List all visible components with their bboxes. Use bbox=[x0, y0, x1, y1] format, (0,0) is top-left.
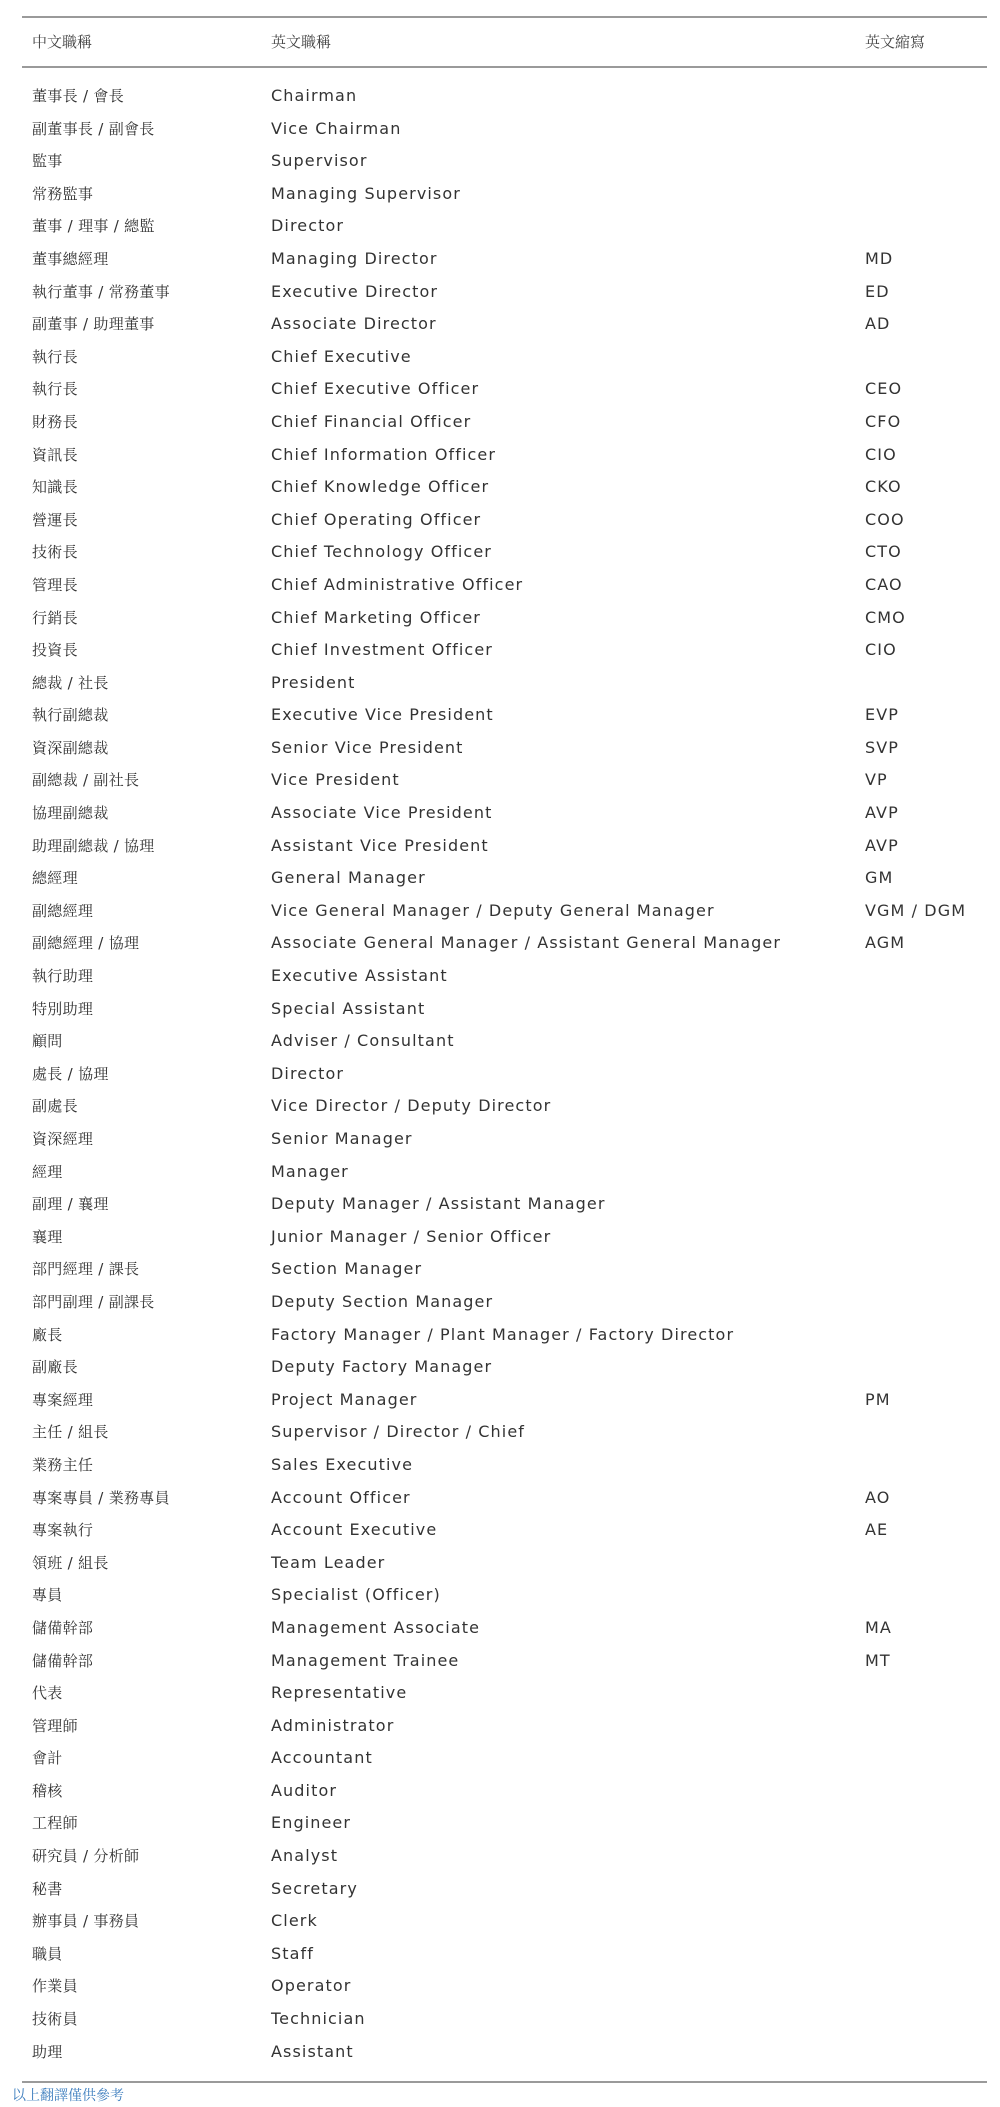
english-title-cell: Chief Operating Officer bbox=[271, 509, 482, 529]
chinese-title-cell: 研究員 / 分析師 bbox=[32, 1847, 140, 1866]
chinese-title-cell: 特別助理 bbox=[32, 999, 94, 1018]
chinese-title-cell: 作業員 bbox=[32, 1977, 78, 1996]
english-title-cell: Administrator bbox=[271, 1715, 395, 1735]
english-title-cell: Analyst bbox=[271, 1846, 339, 1866]
chinese-title-cell: 儲備幹部 bbox=[32, 1618, 94, 1637]
table-bottom-rule bbox=[22, 2081, 987, 2083]
abbreviation-cell: CTO bbox=[865, 542, 902, 562]
chinese-title-cell: 經理 bbox=[32, 1162, 63, 1181]
table-row bbox=[22, 1905, 987, 1938]
table-row bbox=[22, 341, 987, 374]
english-title-cell: Accountant bbox=[271, 1748, 373, 1768]
chinese-title-cell: 助理 bbox=[32, 2042, 63, 2061]
chinese-title-cell: 副總裁 / 副社長 bbox=[32, 771, 140, 790]
english-title-cell: Deputy Section Manager bbox=[271, 1291, 494, 1311]
english-title-cell: Executive Vice President bbox=[271, 705, 494, 725]
english-title-cell: Chief Executive bbox=[271, 346, 412, 366]
english-title-cell: Senior Vice President bbox=[271, 737, 464, 757]
english-title-cell: Supervisor / Director / Chief bbox=[271, 1422, 526, 1442]
table-row bbox=[22, 243, 987, 276]
table-row bbox=[22, 1058, 987, 1091]
chinese-title-cell: 財務長 bbox=[32, 412, 78, 431]
english-title-cell: Assistant Vice President bbox=[271, 835, 489, 855]
english-title-cell: Managing Supervisor bbox=[271, 183, 461, 203]
table-row bbox=[22, 960, 987, 993]
chinese-title-cell: 資深經理 bbox=[32, 1130, 94, 1148]
chinese-title-cell: 專員 bbox=[32, 1586, 63, 1605]
table-row bbox=[22, 1970, 987, 2003]
english-title-cell: Account Executive bbox=[271, 1520, 438, 1540]
table-row bbox=[22, 1645, 987, 1678]
english-title-cell: Vice Chairman bbox=[271, 118, 402, 138]
table-row bbox=[22, 1351, 987, 1384]
header-english-abbreviation: 英文縮寫 bbox=[865, 33, 926, 51]
english-title-cell: Chief Marketing Officer bbox=[271, 607, 481, 627]
english-title-cell: Manager bbox=[271, 1161, 349, 1181]
table-row bbox=[22, 993, 987, 1026]
table-row bbox=[22, 1188, 987, 1221]
english-title-cell: Specialist (Officer) bbox=[271, 1585, 441, 1605]
english-title-cell: Clerk bbox=[271, 1911, 318, 1931]
table-row bbox=[22, 732, 987, 765]
header-english-title: 英文職稱 bbox=[271, 33, 332, 51]
chinese-title-cell: 襄理 bbox=[32, 1227, 63, 1246]
table-row bbox=[22, 830, 987, 863]
chinese-title-cell: 領班 / 組長 bbox=[32, 1553, 109, 1572]
english-title-cell: Management Trainee bbox=[271, 1650, 460, 1670]
abbreviation-cell: AD bbox=[865, 314, 891, 334]
english-title-cell: Chief Knowledge Officer bbox=[271, 477, 490, 497]
chinese-title-cell: 執行長 bbox=[32, 380, 78, 399]
table-row bbox=[22, 634, 987, 667]
table-row bbox=[22, 1025, 987, 1058]
chinese-title-cell: 副處長 bbox=[32, 1097, 78, 1116]
table-row bbox=[22, 1873, 987, 1906]
chinese-title-cell: 助理副總裁 / 協理 bbox=[32, 836, 155, 855]
english-title-cell: Representative bbox=[271, 1683, 408, 1703]
chinese-title-cell: 副總經理 bbox=[32, 901, 94, 920]
english-title-cell: Special Assistant bbox=[271, 998, 426, 1018]
chinese-title-cell: 董事總經理 bbox=[32, 249, 109, 268]
abbreviation-cell: MT bbox=[865, 1650, 891, 1670]
chinese-title-cell: 副董事長 / 副會長 bbox=[32, 119, 155, 138]
english-title-cell: Auditor bbox=[271, 1780, 338, 1800]
abbreviation-cell: VP bbox=[865, 770, 888, 790]
table-row bbox=[22, 1775, 987, 1808]
english-title-cell: Vice President bbox=[271, 770, 400, 790]
english-title-cell: Factory Manager / Plant Manager / Factory Director bbox=[271, 1324, 735, 1344]
table-row bbox=[22, 764, 987, 797]
chinese-title-cell: 顧問 bbox=[32, 1032, 63, 1051]
table-row bbox=[22, 536, 987, 569]
english-title-cell: Senior Manager bbox=[271, 1129, 413, 1148]
chinese-title-cell: 監事 bbox=[32, 152, 63, 171]
header-chinese-title: 中文職稱 bbox=[32, 33, 93, 51]
english-title-cell: Team Leader bbox=[271, 1552, 386, 1572]
english-title-cell: Director bbox=[271, 216, 345, 236]
abbreviation-cell: MA bbox=[865, 1617, 892, 1637]
table-row bbox=[22, 1384, 987, 1417]
english-title-cell: Engineer bbox=[271, 1813, 352, 1833]
table-row bbox=[22, 895, 987, 928]
english-title-cell: Supervisor bbox=[271, 151, 368, 171]
table-row bbox=[22, 406, 987, 439]
table-row bbox=[22, 602, 987, 635]
chinese-title-cell: 會計 bbox=[32, 1749, 63, 1768]
table-row bbox=[22, 308, 987, 341]
abbreviation-cell: VGM / DGM bbox=[865, 900, 967, 920]
chinese-title-cell: 副廠長 bbox=[32, 1358, 78, 1377]
table-row bbox=[22, 1612, 987, 1645]
chinese-title-cell: 工程師 bbox=[32, 1814, 78, 1833]
table-row bbox=[22, 862, 987, 895]
chinese-title-cell: 知識長 bbox=[32, 478, 78, 497]
table-body bbox=[22, 80, 987, 2068]
table-row bbox=[22, 1807, 987, 1840]
abbreviation-cell: SVP bbox=[865, 737, 900, 757]
abbreviation-cell: CIO bbox=[865, 444, 897, 464]
english-title-cell: Technician bbox=[271, 2009, 366, 2029]
abbreviation-cell: AVP bbox=[865, 803, 899, 823]
chinese-title-cell: 投資長 bbox=[32, 641, 78, 660]
chinese-title-cell: 董事 / 理事 / 總監 bbox=[32, 217, 155, 236]
english-title-cell: Project Manager bbox=[271, 1389, 418, 1409]
english-title-cell: Associate General Manager / Assistant General Manager bbox=[271, 933, 782, 953]
chinese-title-cell: 資訊長 bbox=[32, 445, 78, 464]
english-title-cell: Junior Manager / Senior Officer bbox=[271, 1226, 552, 1246]
abbreviation-cell: CFO bbox=[865, 411, 902, 431]
english-title-cell: Associate Director bbox=[271, 314, 437, 334]
chinese-title-cell: 技術長 bbox=[32, 543, 78, 562]
english-title-cell: Associate Vice President bbox=[271, 803, 493, 823]
table-row bbox=[22, 2003, 987, 2036]
english-title-cell: Chief Technology Officer bbox=[271, 542, 492, 562]
table-row bbox=[22, 1482, 987, 1515]
chinese-title-cell: 職員 bbox=[32, 1944, 63, 1963]
table-row bbox=[22, 699, 987, 732]
english-title-cell: Chief Financial Officer bbox=[271, 411, 472, 431]
english-title-cell: General Manager bbox=[271, 868, 426, 888]
table-row bbox=[22, 145, 987, 178]
table-row bbox=[22, 1416, 987, 1449]
table-row bbox=[22, 471, 987, 504]
english-title-cell: Sales Executive bbox=[271, 1454, 414, 1474]
english-title-cell: Vice General Manager / Deputy General Manager bbox=[271, 900, 715, 920]
table-row bbox=[22, 2036, 987, 2069]
table-row bbox=[22, 1579, 987, 1612]
chinese-title-cell: 行銷長 bbox=[32, 608, 78, 627]
english-title-cell: Chief Investment Officer bbox=[271, 640, 493, 660]
chinese-title-cell: 專案專員 / 業務專員 bbox=[32, 1488, 170, 1507]
table-row bbox=[22, 373, 987, 406]
table-row bbox=[22, 927, 987, 960]
english-title-cell: Assistant bbox=[271, 2041, 354, 2061]
table-row bbox=[22, 1156, 987, 1189]
english-title-cell: Executive Director bbox=[271, 281, 439, 301]
table-row bbox=[22, 1514, 987, 1547]
english-title-cell: Chief Administrative Officer bbox=[271, 574, 524, 594]
chinese-title-cell: 業務主任 bbox=[32, 1455, 94, 1474]
chinese-title-cell: 董事長 / 會長 bbox=[32, 87, 124, 105]
english-title-cell: Chairman bbox=[271, 86, 358, 105]
table-row bbox=[22, 1547, 987, 1580]
table-row bbox=[22, 1319, 987, 1352]
table-row bbox=[22, 276, 987, 309]
table-row bbox=[22, 1449, 987, 1482]
english-title-cell: Adviser / Consultant bbox=[271, 1031, 455, 1051]
abbreviation-cell: AO bbox=[865, 1487, 891, 1507]
chinese-title-cell: 執行董事 / 常務董事 bbox=[32, 282, 170, 301]
chinese-title-cell: 管理師 bbox=[32, 1716, 78, 1735]
table-row bbox=[22, 1221, 987, 1254]
english-title-cell: Executive Assistant bbox=[271, 966, 448, 986]
footer-note-link[interactable]: 以上翻譯僅供參考 bbox=[12, 2088, 124, 2104]
chinese-title-cell: 部門副理 / 副課長 bbox=[32, 1292, 155, 1311]
english-title-cell: Section Manager bbox=[271, 1259, 423, 1279]
chinese-title-cell: 代表 bbox=[32, 1684, 63, 1703]
english-title-cell: Deputy Factory Manager bbox=[271, 1357, 493, 1377]
chinese-title-cell: 廠長 bbox=[32, 1325, 63, 1344]
abbreviation-cell: PM bbox=[865, 1389, 891, 1409]
chinese-title-cell: 總裁 / 社長 bbox=[32, 673, 109, 692]
table-row bbox=[22, 569, 987, 602]
table-row bbox=[22, 210, 987, 243]
english-title-cell: Deputy Manager / Assistant Manager bbox=[271, 1194, 606, 1214]
abbreviation-cell: AVP bbox=[865, 835, 899, 855]
abbreviation-cell: CAO bbox=[865, 574, 903, 594]
abbreviation-cell: CEO bbox=[865, 379, 903, 399]
chinese-title-cell: 執行副總裁 bbox=[32, 706, 109, 725]
abbreviation-cell: CKO bbox=[865, 477, 902, 497]
abbreviation-cell: CIO bbox=[865, 640, 897, 660]
chinese-title-cell: 儲備幹部 bbox=[32, 1651, 94, 1670]
chinese-title-cell: 專案執行 bbox=[32, 1521, 94, 1540]
english-title-cell: President bbox=[271, 672, 356, 692]
chinese-title-cell: 秘書 bbox=[32, 1879, 63, 1898]
english-title-cell: Managing Director bbox=[271, 248, 438, 268]
chinese-title-cell: 副總經理 / 協理 bbox=[32, 934, 140, 953]
english-title-cell: Chief Information Officer bbox=[271, 444, 497, 464]
table-row bbox=[22, 439, 987, 472]
abbreviation-cell: COO bbox=[865, 509, 905, 529]
abbreviation-cell: ED bbox=[865, 281, 890, 301]
table-row bbox=[22, 1123, 987, 1156]
table-row bbox=[22, 80, 987, 113]
english-title-cell: Operator bbox=[271, 1976, 352, 1996]
english-title-cell: Staff bbox=[271, 1943, 314, 1963]
chinese-title-cell: 技術員 bbox=[32, 2010, 78, 2029]
english-title-cell: Secretary bbox=[271, 1878, 358, 1898]
chinese-title-cell: 主任 / 組長 bbox=[32, 1423, 109, 1442]
english-title-cell: Management Associate bbox=[271, 1617, 481, 1637]
table-header bbox=[22, 18, 987, 68]
table-row bbox=[22, 1677, 987, 1710]
chinese-title-cell: 處長 / 協理 bbox=[32, 1064, 109, 1083]
table-row bbox=[22, 113, 987, 146]
chinese-title-cell: 協理副總裁 bbox=[32, 804, 109, 823]
table-row bbox=[22, 797, 987, 830]
chinese-title-cell: 專案經理 bbox=[32, 1390, 94, 1409]
table-row bbox=[22, 1742, 987, 1775]
abbreviation-cell: AE bbox=[865, 1520, 889, 1540]
chinese-title-cell: 部門經理 / 課長 bbox=[32, 1260, 140, 1279]
chinese-title-cell: 總經理 bbox=[32, 869, 78, 888]
abbreviation-cell: GM bbox=[865, 868, 894, 888]
chinese-title-cell: 執行長 bbox=[32, 347, 78, 366]
table-row bbox=[22, 1286, 987, 1319]
english-title-cell: Director bbox=[271, 1063, 345, 1083]
english-title-cell: Account Officer bbox=[271, 1487, 411, 1507]
chinese-title-cell: 營運長 bbox=[32, 510, 78, 529]
chinese-title-cell: 資深副總裁 bbox=[32, 738, 109, 757]
chinese-title-cell: 副理 / 襄理 bbox=[32, 1195, 109, 1214]
english-title-cell: Chief Executive Officer bbox=[271, 379, 480, 399]
table-row bbox=[22, 1840, 987, 1873]
table-row bbox=[22, 1090, 987, 1123]
abbreviation-cell: AGM bbox=[865, 933, 906, 953]
english-title-cell: Vice Director / Deputy Director bbox=[271, 1096, 552, 1116]
abbreviation-cell: CMO bbox=[865, 607, 906, 627]
table-row bbox=[22, 504, 987, 537]
chinese-title-cell: 副董事 / 助理董事 bbox=[32, 315, 155, 334]
chinese-title-cell: 執行助理 bbox=[32, 967, 94, 986]
abbreviation-cell: EVP bbox=[865, 705, 900, 725]
chinese-title-cell: 辦事員 / 事務員 bbox=[32, 1912, 140, 1931]
table-row bbox=[22, 667, 987, 700]
table-row bbox=[22, 178, 987, 211]
table-row bbox=[22, 1710, 987, 1743]
table-row bbox=[22, 1253, 987, 1286]
chinese-title-cell: 稽核 bbox=[32, 1781, 63, 1800]
table-row bbox=[22, 1938, 987, 1971]
chinese-title-cell: 常務監事 bbox=[32, 184, 94, 203]
chinese-title-cell: 管理長 bbox=[32, 575, 78, 594]
abbreviation-cell: MD bbox=[865, 248, 894, 268]
